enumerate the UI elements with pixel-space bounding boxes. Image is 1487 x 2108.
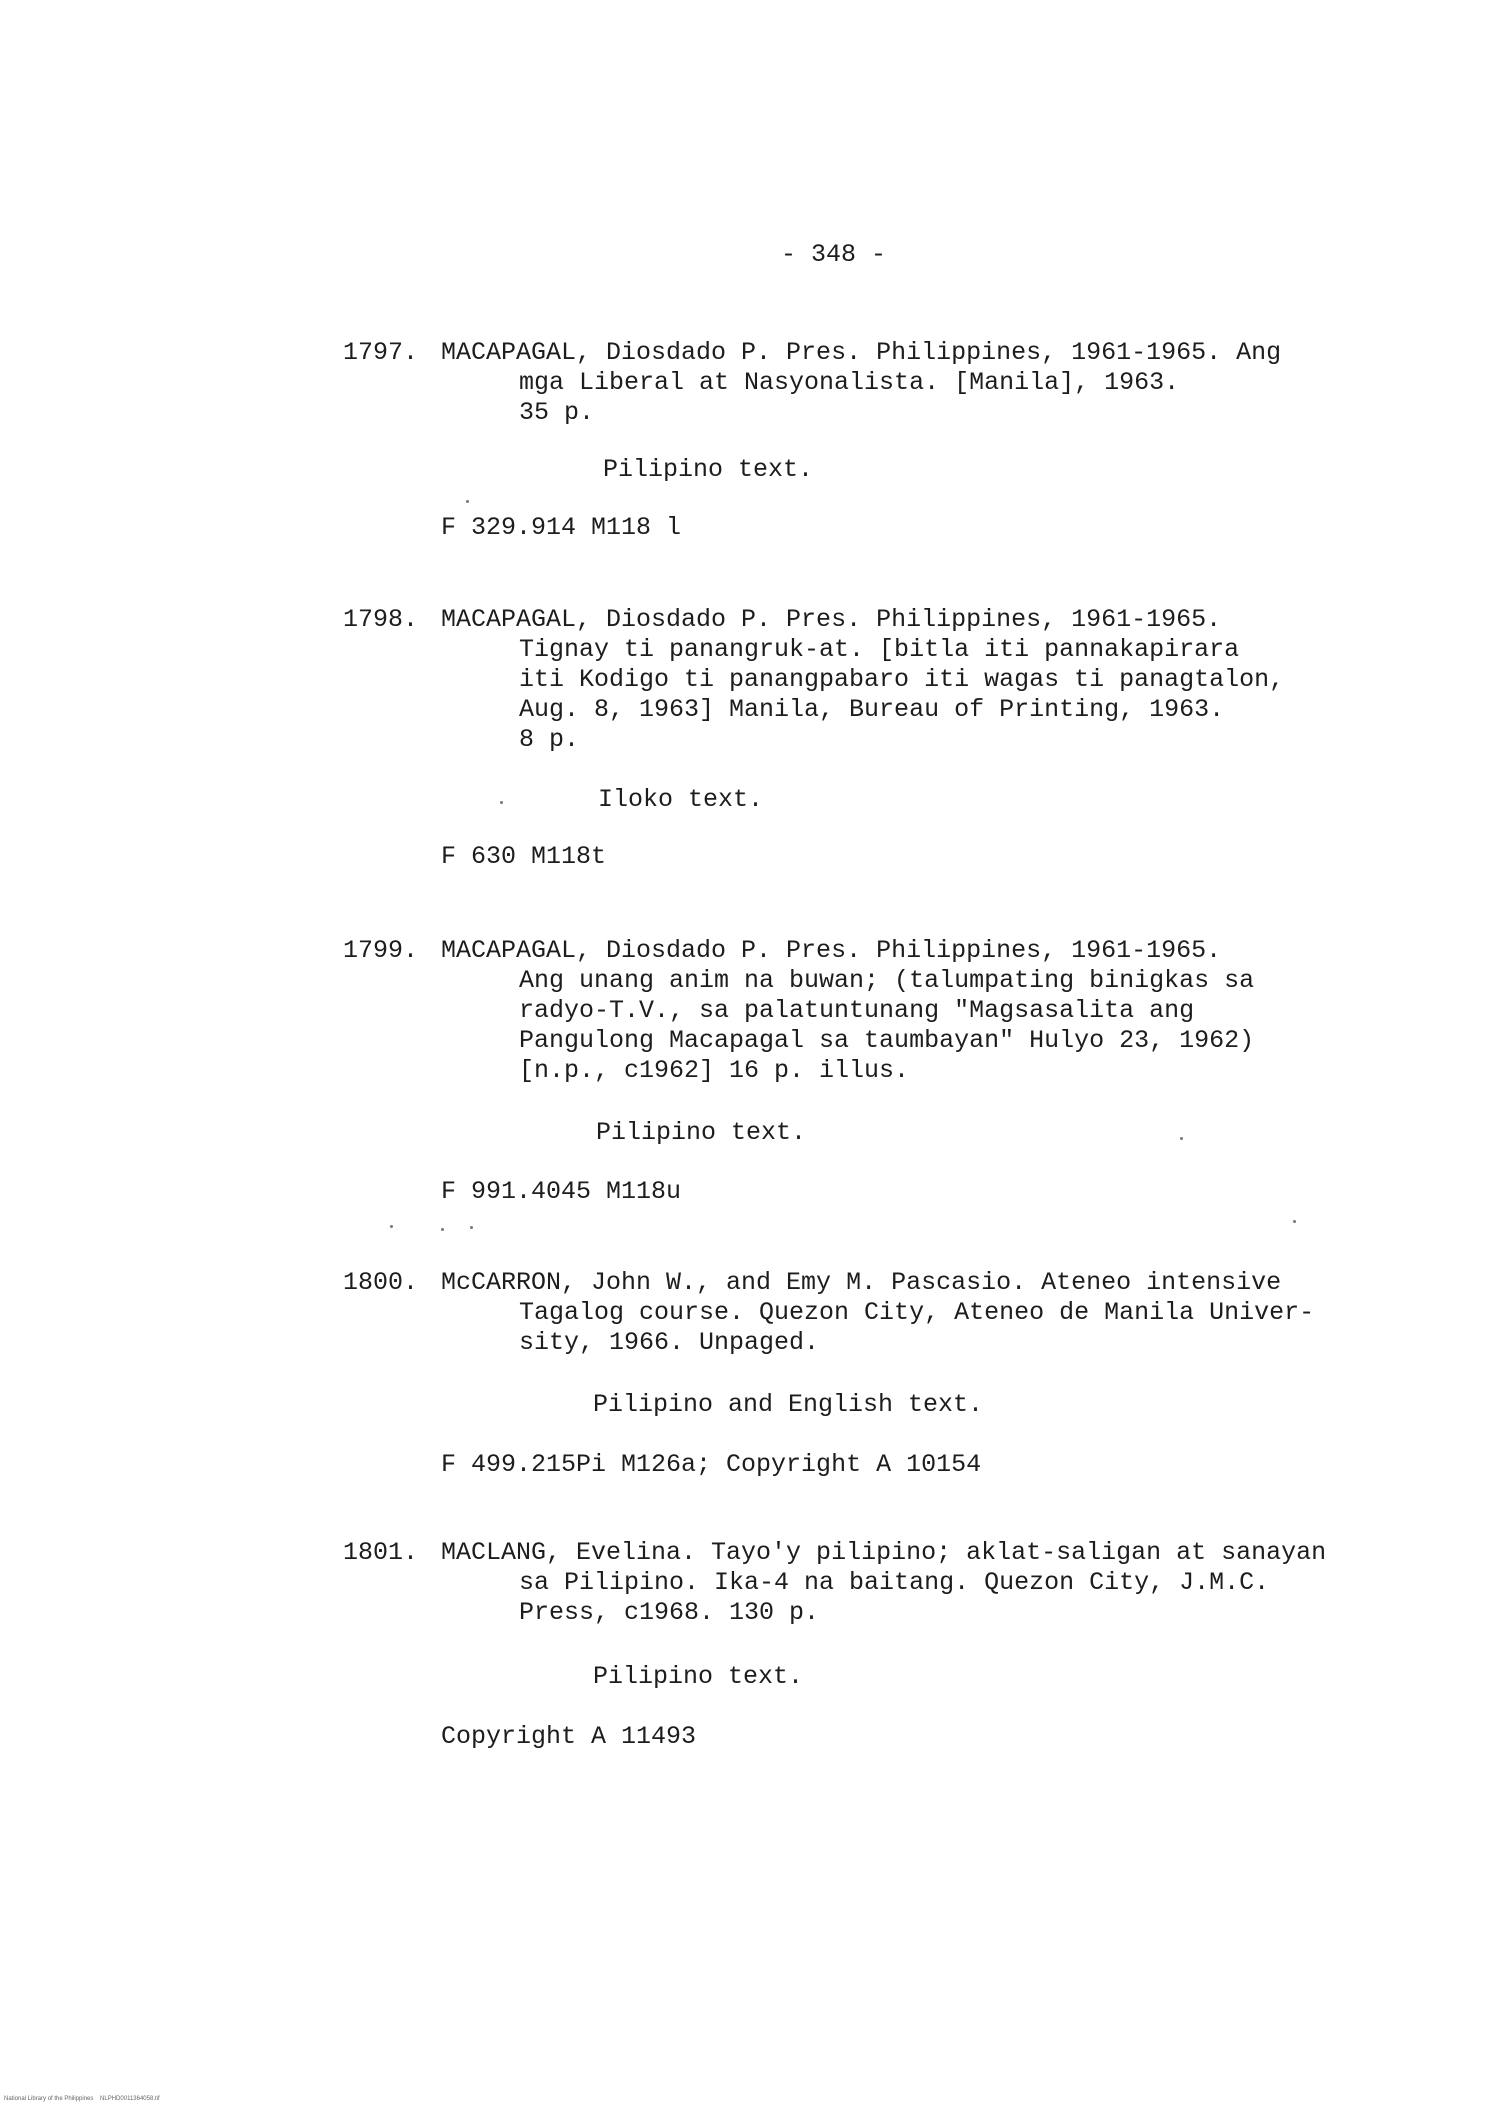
entry-citation <box>441 1538 1341 1628</box>
citation-line: Tignay ti panangruk-at. [bitla iti pannakapirara <box>519 635 1240 664</box>
citation-line: sa Pilipino. Ika-4 na baitang. Quezon City, J.M.C. <box>519 1568 1270 1597</box>
entry-citation <box>441 936 1341 1086</box>
scan-speckle <box>500 801 503 804</box>
citation-line: MACAPAGAL, Diosdado P. Pres. Philippines, 1961-1965. <box>441 605 1222 634</box>
language-note: Pilipino and English text. <box>593 1390 984 1419</box>
language-note: Pilipino text. <box>593 1662 804 1691</box>
citation-line: Pangulong Macapagal sa taumbayan" Hulyo 23, 1962) <box>519 1026 1255 1055</box>
citation-line: Press, c1968. 130 p. <box>519 1598 820 1627</box>
citation-line: 35 p. <box>519 398 595 427</box>
call-number: Copyright A 11493 <box>441 1722 697 1751</box>
scan-speckle <box>466 500 469 503</box>
entry-number: 1800. <box>343 1268 419 1297</box>
scan-speckle <box>390 1225 393 1228</box>
scan-speckle <box>441 1228 444 1231</box>
entry-number: 1799. <box>343 936 419 965</box>
entry-citation <box>441 338 1341 428</box>
page-number: - 348 - <box>780 240 887 269</box>
call-number: F 499.215Pi M126a; Copyright A 10154 <box>441 1450 982 1479</box>
language-note: Pilipino text. <box>603 455 814 484</box>
citation-line: radyo-T.V., sa palatuntunang "Magsasalita ang <box>519 996 1195 1025</box>
citation-line: McCARRON, John W., and Emy M. Pascasio. Ateneo intensive <box>441 1268 1282 1297</box>
call-number: F 329.914 M118 l <box>441 513 682 542</box>
citation-line: [n.p., c1962] 16 p. illus. <box>519 1056 910 1085</box>
citation-line: 8 p. <box>519 725 580 754</box>
scan-speckle <box>470 1226 473 1229</box>
entry-number: 1801. <box>343 1538 419 1567</box>
citation-line: Tagalog course. Quezon City, Ateneo de Manila Univer- <box>519 1298 1315 1327</box>
entry-citation <box>441 1268 1341 1358</box>
citation-line: MACAPAGAL, Diosdado P. Pres. Philippines, 1961-1965. <box>441 936 1222 965</box>
entry-citation <box>441 605 1341 755</box>
citation-line: MACLANG, Evelina. Tayo'y pilipino; aklat-saligan at sanayan <box>441 1538 1327 1567</box>
entry-number: 1798. <box>343 605 419 634</box>
citation-line: sity, 1966. Unpaged. <box>519 1328 820 1357</box>
citation-line: Ang unang anim na buwan; (talumpating binigkas sa <box>519 966 1255 995</box>
scan-speckle <box>1180 1137 1183 1140</box>
call-number: F 630 M118t <box>441 842 607 871</box>
call-number: F 991.4045 M118u <box>441 1177 682 1206</box>
scan-footer: National Library of the Philippines NLPHD0011364058.tif <box>4 2096 160 2102</box>
citation-line: iti Kodigo ti panangpabaro iti wagas ti panagtalon, <box>519 665 1285 694</box>
language-note: Pilipino text. <box>596 1118 807 1147</box>
language-note: Iloko text. <box>598 785 764 814</box>
entry-number: 1797. <box>343 338 419 367</box>
citation-line: Aug. 8, 1963] Manila, Bureau of Printing, 1963. <box>519 695 1225 724</box>
citation-line: mga Liberal at Nasyonalista. [Manila], 1963. <box>519 368 1180 397</box>
scan-speckle <box>1293 1220 1296 1223</box>
citation-line: MACAPAGAL, Diosdado P. Pres. Philippines, 1961-1965. Ang <box>441 338 1282 367</box>
